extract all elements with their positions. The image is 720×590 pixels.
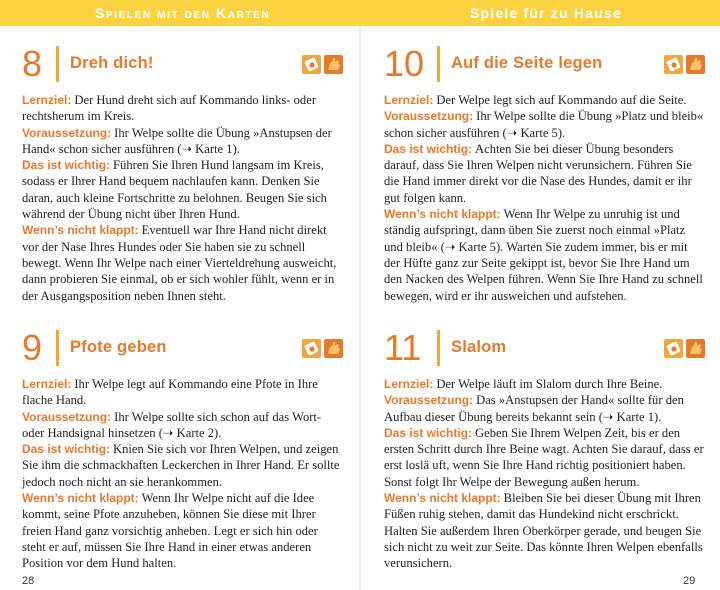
card-divider [437, 330, 440, 366]
voraussetzung-text: Das »Anstupsen der Hand« sollte für den Aufbau dieser Übung bereits bekannt sein (➝ Karte 1). [384, 393, 684, 424]
card-body [384, 376, 706, 572]
card-divider [56, 46, 59, 82]
klappt-text: Bleiben Sie bei dieser Übung mit Ihren Füßen ruhig stehen, damit das Hundekind nicht erschrickt. Halten Sie außerdem Ihren Oberkörper gerade, und beugen Sie sich nicht zu weit zur Seite. Das könnte Ihren Welpen ebenfalls verunsichern. [384, 491, 703, 571]
voraussetzung-text: Ihr Welpe sollte sich schon auf das Wort- oder Handsignal hinsetzen (➝ Karte 2). [22, 409, 322, 440]
card-title: Pfote geben [70, 338, 167, 356]
wichtig-text: Geben Sie Ihrem Welpen Zeit, bis er den ersten Schritt durch Ihre Beine wagt. Achten Sie darauf, dass er erst loslä uft, wenn Sie Ihre Hand richtig positioniert haben. Sonst folgt Ihr Welpe der Bewegung außen herum. [384, 425, 704, 489]
card-body [22, 376, 344, 572]
wichtig-paragraph [22, 157, 344, 222]
klappt-label: Wenn’s nicht klappt: [22, 491, 139, 506]
voraussetzung-paragraph [22, 409, 344, 442]
klappt-label: Wenn’s nicht klappt: [384, 207, 501, 222]
card-divider [437, 46, 440, 82]
lernziel-label: Lernziel: [22, 377, 72, 391]
page-number-left: 28 [22, 575, 35, 587]
page-number-right: 29 [683, 575, 696, 587]
card-header [384, 44, 706, 92]
klappt-paragraph [22, 490, 344, 571]
card-icons [302, 338, 344, 360]
voraussetzung-label: Voraussetzung: [384, 109, 474, 124]
card-number: 11 [384, 327, 422, 368]
card-8 [22, 44, 344, 304]
voraussetzung-paragraph [22, 125, 344, 158]
card-title: Dreh dich! [70, 54, 154, 72]
lernziel-label: Lernziel: [384, 377, 434, 391]
wichtig-text: Achten Sie bei dieser Übung besonders darauf, dass Sie Ihren Welpen nicht verunsichern. Führen Sie die Hand immer direkt vor die Nase des Hundes, damit er ihr gut folgen kann. [384, 141, 692, 205]
klappt-text: Eventuell war Ihre Hand nicht direkt vor der Nase Ihres Hundes oder Sie haben sie zu schnell bewegt. Wenn Ihr Welpe nach einer Vierteldrehung ausweicht, dann probieren Sie einmal, ob er sich wohler fühlt, wenn er in der Ausgangsposition neben Ihnen steht. [22, 223, 337, 303]
voraussetzung-label: Voraussetzung: [384, 393, 474, 408]
header-left-title: Spielen mit den Karten [95, 5, 271, 21]
hand-signal-icon [686, 339, 705, 358]
klappt-text: Wenn Ihr Welpe nicht auf die Idee kommt, seine Pfote anzuheben, können Sie diese mit Ihrer freien Hand ganz vorsichtig anheben. Legt er sich hin oder steht er auf, müssen Sie Ihre Hand in einer etwas anderen Position vor dem Hund halten. [22, 491, 318, 571]
voraussetzung-label: Voraussetzung: [22, 125, 112, 140]
wichtig-text: Führen Sie Ihren Hund langsam im Kreis, sodass er Ihrer Hand bequem nachlaufen kann. Denken Sie daran, auch kleine Fortschritte zu belohnen. Beugen Sie sich während der Übung nicht über Ihren Hund. [22, 158, 327, 222]
wichtig-label: Das ist wichtig: [384, 425, 473, 440]
card-title: Slalom [451, 338, 507, 356]
lernziel-paragraph [22, 92, 344, 125]
klappt-paragraph [384, 490, 706, 571]
card-number: 8 [22, 43, 43, 84]
card-11 [384, 328, 706, 572]
voraussetzung-text: Ihr Welpe sollte die Übung »Platz und bleib« schon sicher ausführen (➝ Karte 5). [384, 109, 704, 140]
lernziel-label: Lernziel: [384, 93, 434, 107]
page-spine [359, 26, 361, 590]
klappt-label: Wenn’s nicht klappt: [22, 223, 139, 238]
card-icons [664, 54, 706, 76]
card-header [384, 328, 706, 376]
clicker-icon [302, 339, 321, 358]
wichtig-label: Das ist wichtig: [22, 158, 111, 173]
header-right-title: Spiele für zu Hause [470, 5, 622, 21]
clicker-icon [664, 55, 683, 74]
card-10 [384, 44, 706, 304]
wichtig-label: Das ist wichtig: [384, 141, 473, 156]
card-icons [302, 54, 344, 76]
lernziel-paragraph [384, 376, 706, 392]
wichtig-text: Knien Sie sich vor Ihren Welpen, und zeigen Sie ihm die schmackhaften Leckerchen in Ihrer Hand. Er sollte jedoch noch nicht an sie herankommen. [22, 442, 340, 489]
wichtig-paragraph [384, 141, 706, 206]
wichtig-paragraph [384, 425, 706, 490]
card-icons [664, 338, 706, 360]
card-number: 10 [384, 43, 425, 84]
klappt-label: Wenn’s nicht klappt: [384, 491, 501, 506]
card-divider [56, 330, 59, 366]
card-number: 9 [22, 327, 43, 368]
card-header [22, 328, 344, 376]
lernziel-paragraph [22, 376, 344, 409]
lernziel-paragraph [384, 92, 706, 108]
voraussetzung-label: Voraussetzung: [22, 409, 112, 424]
lernziel-text: Der Hund dreht sich auf Kommando links- oder rechtsherum im Kreis. [22, 93, 317, 124]
hand-signal-icon [324, 339, 343, 358]
card-title: Auf die Seite legen [451, 54, 603, 72]
clicker-icon [302, 55, 321, 74]
klappt-text: Wenn Ihr Welpe zu unruhig ist und ständig aufspringt, dann üben Sie zuerst noch einmal »Platz und bleib« (➝ Karte 5). Warten Sie zudem immer, bis er mit der Hüfte ganz zur Seite gekippt ist, bevor Sie Ihre Hand um den Nacken des Welpen führen. Wenn Sie Ihre Hand zu schnell bewegen, wird er ihr ausweichen und aufstehen. [384, 207, 703, 303]
lernziel-text: Ihr Welpe legt auf Kommando eine Pfote in Ihre flache Hand. [22, 377, 318, 408]
hand-signal-icon [686, 55, 705, 74]
lernziel-text: Der Welpe legt sich auf Kommando auf die Seite. [436, 93, 687, 107]
clicker-icon [664, 339, 683, 358]
card-body [384, 92, 706, 304]
card-body [22, 92, 344, 304]
lernziel-text: Der Welpe läuft im Slalom durch Ihre Beine. [436, 377, 663, 391]
lernziel-label: Lernziel: [22, 93, 72, 107]
voraussetzung-text: Ihr Welpe sollte die Übung »Anstupsen der Hand« schon sicher ausführen (➝ Karte 1). [22, 125, 332, 156]
hand-signal-icon [324, 55, 343, 74]
wichtig-label: Das ist wichtig: [22, 442, 111, 457]
card-9 [22, 328, 344, 572]
wichtig-paragraph [22, 441, 344, 490]
voraussetzung-paragraph [384, 392, 706, 425]
klappt-paragraph [384, 206, 706, 304]
card-header [22, 44, 344, 92]
voraussetzung-paragraph [384, 108, 706, 141]
klappt-paragraph [22, 222, 344, 303]
